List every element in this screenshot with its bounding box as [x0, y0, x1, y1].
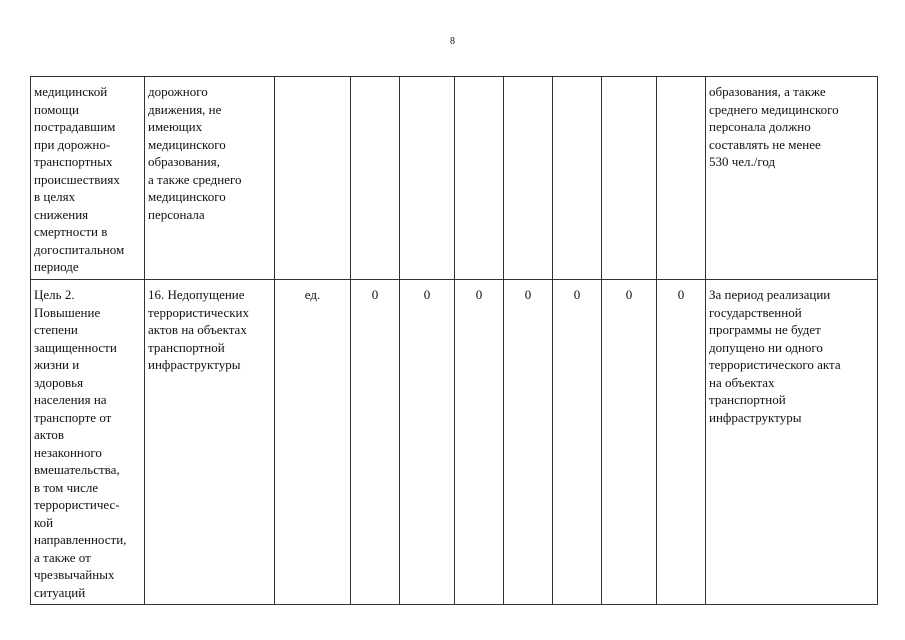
indicator-cell: 16. Недопущение террористических актов на объектах транспортной инфраструктуры [145, 280, 275, 605]
value-cell [504, 77, 553, 280]
goal-cell: медицинской помощи пострадавшим при дорожно- транспортных происшествиях в целях снижения смертности в догоспитальном периоде [31, 77, 145, 280]
goal-cell: Цель 2. Повышение степени защищенности жизни и здоровья населения на транспорте от актов незаконного вмешательства, в том числе террористичес- кой направленности, а также от чрезвычайных ситуаций [31, 280, 145, 605]
value-cell: 0 [400, 280, 455, 605]
value-cell: 0 [657, 280, 706, 605]
page-number: 8 [450, 36, 455, 47]
value-cell: 0 [351, 280, 400, 605]
value-cell [553, 77, 602, 280]
value-cell [455, 77, 504, 280]
result-cell: образования, а также среднего медицинского персонала должно составлять не менее 530 чел./год [706, 77, 878, 280]
table-row [31, 77, 878, 280]
value-cell: 0 [455, 280, 504, 605]
value-cell: 0 [553, 280, 602, 605]
value-cell: 0 [504, 280, 553, 605]
value-cell [400, 77, 455, 280]
value-cell [602, 77, 657, 280]
unit-cell: ед. [275, 280, 351, 605]
value-cell: 0 [602, 280, 657, 605]
value-cell [657, 77, 706, 280]
unit-cell [275, 77, 351, 280]
table-row [31, 280, 878, 605]
indicators-table [30, 76, 878, 605]
result-cell: За период реализации государственной программы не будет допущено ни одного террористического акта на объектах транспортной инфраструктуры [706, 280, 878, 605]
value-cell [351, 77, 400, 280]
indicator-cell: дорожного движения, не имеющих медицинского образования, а также среднего медицинского персонала [145, 77, 275, 280]
